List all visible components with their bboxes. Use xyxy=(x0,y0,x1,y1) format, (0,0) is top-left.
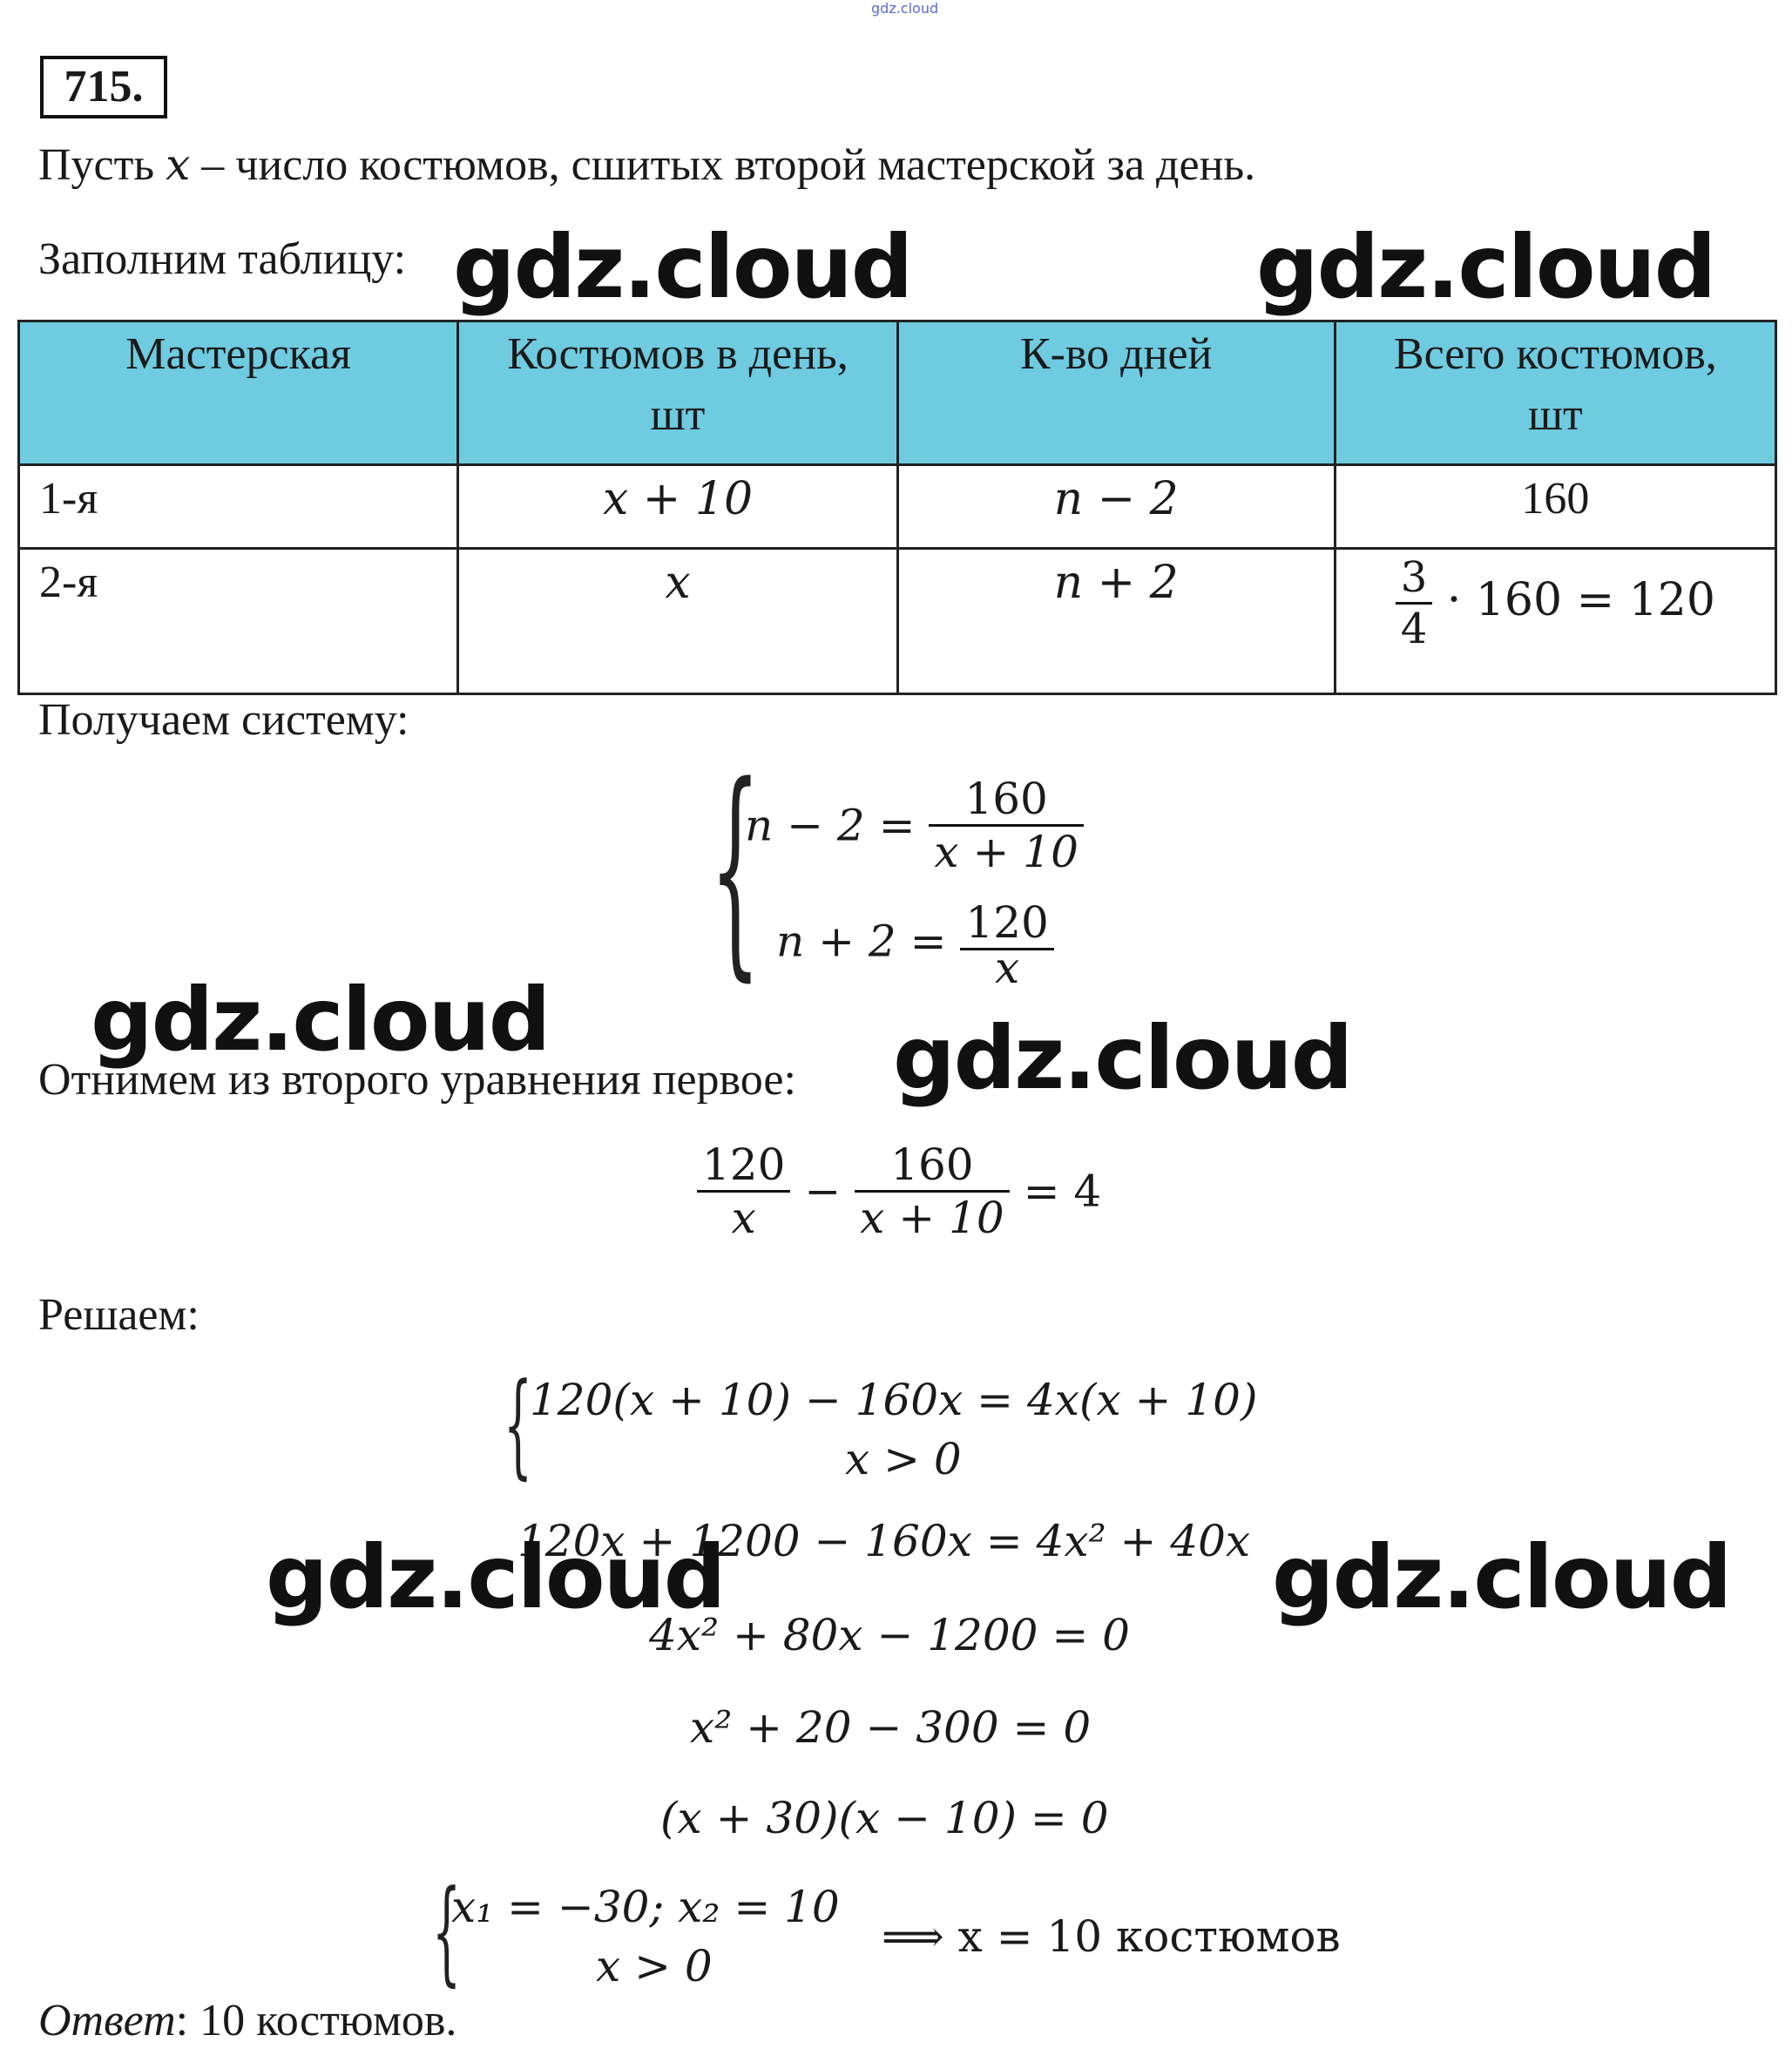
system-eq1: n − 2 = $\frac{160}{x + 10}$ xyxy=(745,774,1084,877)
fraction-160-x10-diff: $\frac{160}{x + 10}$ xyxy=(855,1139,1010,1243)
fraction-120-x: $\frac{120}{x}$ xyxy=(960,897,1053,985)
step-4: (x + 30)(x − 10) = 0 xyxy=(660,1793,1109,1843)
cell-per-day: x xyxy=(458,549,897,694)
intro-line xyxy=(38,139,1255,191)
table-row xyxy=(19,549,1776,694)
solve-label: Решаем: xyxy=(38,1290,199,1340)
answer-text: : 10 костюмов. xyxy=(175,1996,457,2045)
difference-equation: $\frac{120}{x}$ − $\frac{160}{x + 10}$ = 4 xyxy=(697,1139,1101,1243)
watermark: gdz.cloud xyxy=(453,216,912,318)
site-mark-top: gdz.cloud xyxy=(871,0,939,17)
cell-name: 2-я xyxy=(19,549,458,694)
solve-eq1: 120(x + 10) − 160x = 4x(x + 10) xyxy=(530,1375,1258,1425)
left-brace: { xyxy=(432,1865,462,1998)
cell-total: 160 xyxy=(1335,465,1775,549)
solve-system xyxy=(504,1358,1288,1491)
fill-table-label: Заполним таблицу: xyxy=(38,234,407,284)
step-1: 120x + 1200 − 160x = 4x² + 40x xyxy=(517,1516,1251,1566)
intro-var: x xyxy=(166,139,191,190)
watermark: gdz.cloud xyxy=(1256,216,1715,318)
step-3: x² + 20 − 300 = 0 xyxy=(690,1702,1092,1753)
problem-number: 715. xyxy=(40,56,167,118)
cell-per-day: x + 10 xyxy=(458,465,897,549)
watermark: gdz.cloud xyxy=(893,1007,1352,1109)
intro-post: – число костюмов, сшитых второй мастерской за день. xyxy=(190,140,1256,190)
watermark: gdz.cloud xyxy=(266,1526,725,1628)
fraction-120-x-diff: $\frac{120}{x}$ xyxy=(697,1139,790,1243)
left-brace: { xyxy=(504,1358,533,1491)
header-cell-total: Всего костюмов, шт xyxy=(1335,321,1775,465)
final-system xyxy=(432,1865,1478,1998)
cell-total xyxy=(1335,549,1775,694)
subtract-label: Отнимем из второго уравнения первое: xyxy=(38,1055,796,1105)
total-rest: · 160 = 120 xyxy=(1446,574,1715,626)
left-brace: { xyxy=(710,738,761,1001)
final-result: ⟹ x = 10 костюмов xyxy=(882,1911,1341,1962)
final-eq2: x > 0 xyxy=(596,1941,713,1991)
watermark: gdz.cloud xyxy=(1272,1526,1731,1628)
table-row xyxy=(19,465,1776,549)
cell-days: n + 2 xyxy=(897,549,1335,694)
table-header-row xyxy=(19,321,1776,465)
system-label: Получаем систему: xyxy=(38,695,409,745)
watermark: gdz.cloud xyxy=(91,969,550,1071)
header-cell-per-day: Костюмов в день, шт xyxy=(458,321,897,465)
cell-days: n − 2 xyxy=(897,465,1335,549)
cell-name: 1-я xyxy=(19,465,458,549)
final-eq1: x₁ = −30; x₂ = 10 xyxy=(451,1882,840,1932)
header-cell-days: К-во дней xyxy=(897,321,1335,465)
step-2: 4x² + 80x − 1200 = 0 xyxy=(649,1610,1130,1660)
answer-line xyxy=(38,1995,456,2046)
data-table xyxy=(17,320,1777,695)
system-eq2: n + 2 = $\frac{120}{x}$ xyxy=(776,897,1054,985)
intro-pre: Пусть xyxy=(38,140,166,190)
solve-eq2: x > 0 xyxy=(845,1434,962,1484)
fraction-three-quarters: $\frac{3}{4}$ xyxy=(1396,553,1433,653)
header-cell-workshop: Мастерская xyxy=(19,321,458,465)
fraction-160-x10: $\frac{160}{x + 10}$ xyxy=(929,774,1084,877)
answer-label: Ответ xyxy=(38,1996,176,2045)
